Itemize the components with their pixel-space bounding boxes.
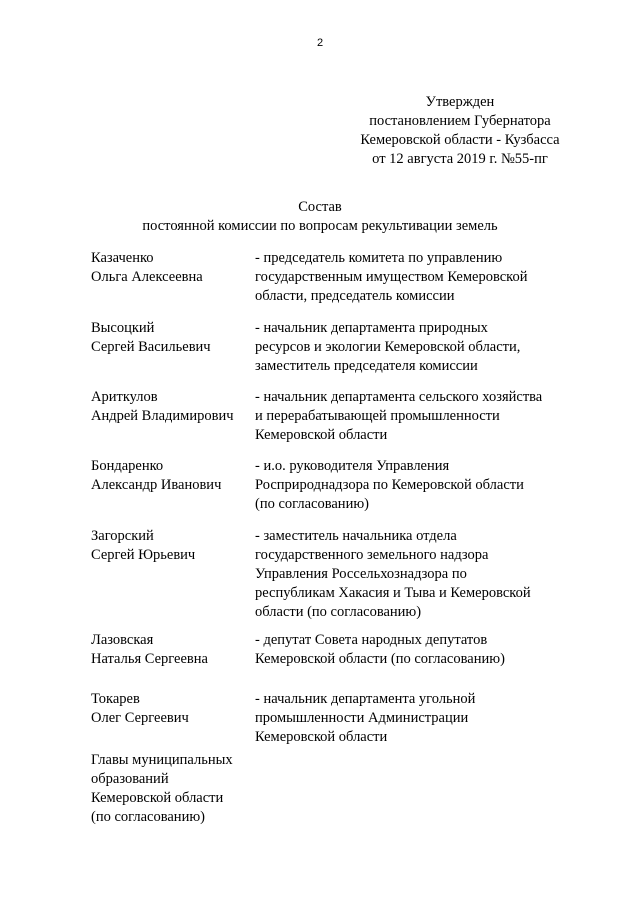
member-role-line: - депутат Совета народных депутатов [255, 632, 488, 648]
member-role-line: ресурсов и экологии Кемеровской области, [255, 339, 521, 355]
member-role-line: - начальник департамента сельского хозяйства [255, 389, 543, 405]
member-name-line: Загорский [91, 528, 154, 544]
title-line: Состав [298, 199, 342, 215]
member-name-line: Казаченко [91, 250, 154, 266]
member-role-line: Кемеровской области [255, 427, 388, 443]
member-role [255, 527, 585, 622]
member-role [255, 249, 585, 306]
member-name-line: Александр Иванович [91, 477, 222, 493]
member-name [91, 319, 251, 357]
title-line: постоянной комиссии по вопросам рекультивации земель [142, 218, 498, 234]
member-role-line: Кемеровской области [255, 729, 388, 745]
member-name-line: (по согласованию) [91, 809, 205, 825]
member-name-line: Высоцкий [91, 320, 155, 336]
member-name-line: Ольга Алексеевна [91, 269, 203, 285]
member-name [91, 690, 251, 728]
member-role-line: государственного земельного надзора [255, 547, 489, 563]
member-name-line: образований [91, 771, 169, 787]
member-name-line: Сергей Юрьевич [91, 547, 196, 563]
member-name [91, 388, 251, 426]
member-role-line: - председатель комитета по управлению [255, 250, 503, 266]
member-role-line: (по согласованию) [255, 496, 369, 512]
member-name-line: Лазовская [91, 632, 154, 648]
member-role-line: - начальник департамента природных [255, 320, 488, 336]
member-role-line: Управления Россельхознадзора по [255, 566, 467, 582]
member-role-line: Росприроднадзора по Кемеровской области [255, 477, 524, 493]
member-role-line: - начальник департамента угольной [255, 691, 476, 707]
member-role-line: промышленности Администрации [255, 710, 469, 726]
approval-line: постановлением Губернатора [369, 113, 551, 129]
approval-line: Кемеровской области - Кузбасса [360, 132, 560, 148]
member-name-line: Андрей Владимирович [91, 408, 234, 424]
member-name-line: Токарев [91, 691, 140, 707]
member-name [91, 527, 251, 565]
member-role-line: - и.о. руководителя Управления [255, 458, 450, 474]
member-role [255, 319, 585, 376]
member-role-line: области (по согласованию) [255, 604, 422, 620]
member-role [255, 388, 585, 445]
member-name [91, 457, 251, 495]
member-role-line: республикам Хакасия и Тыва и Кемеровской [255, 585, 531, 601]
member-name-line: Ариткулов [91, 389, 158, 405]
member-name [91, 249, 251, 287]
member-name [91, 751, 251, 827]
approval-line: Утвержден [425, 94, 495, 110]
member-name-line: Бондаренко [91, 458, 164, 474]
page-number: 2 [316, 37, 324, 49]
member-name-line: Наталья Сергеевна [91, 651, 208, 667]
member-role [255, 457, 585, 514]
approval-line: от 12 августа 2019 г. №55-пг [372, 151, 548, 167]
member-role-line: и перерабатывающей промышленности [255, 408, 500, 424]
member-role-line: заместитель председателя комиссии [255, 358, 478, 374]
approval-stamp [330, 93, 590, 169]
member-role-line: государственным имуществом Кемеровской [255, 269, 528, 285]
member-name-line: Главы муниципальных [91, 752, 233, 768]
document-title [0, 198, 640, 236]
member-role [255, 631, 585, 669]
member-role-line: Кемеровской области (по согласованию) [255, 651, 505, 667]
member-role-line: области, председатель комиссии [255, 288, 455, 304]
member-role [255, 690, 585, 747]
member-name [91, 631, 251, 669]
member-role-line: - заместитель начальника отдела [255, 528, 457, 544]
member-name-line: Кемеровской области [91, 790, 224, 806]
member-name-line: Олег Сергеевич [91, 710, 189, 726]
member-name-line: Сергей Васильевич [91, 339, 211, 355]
